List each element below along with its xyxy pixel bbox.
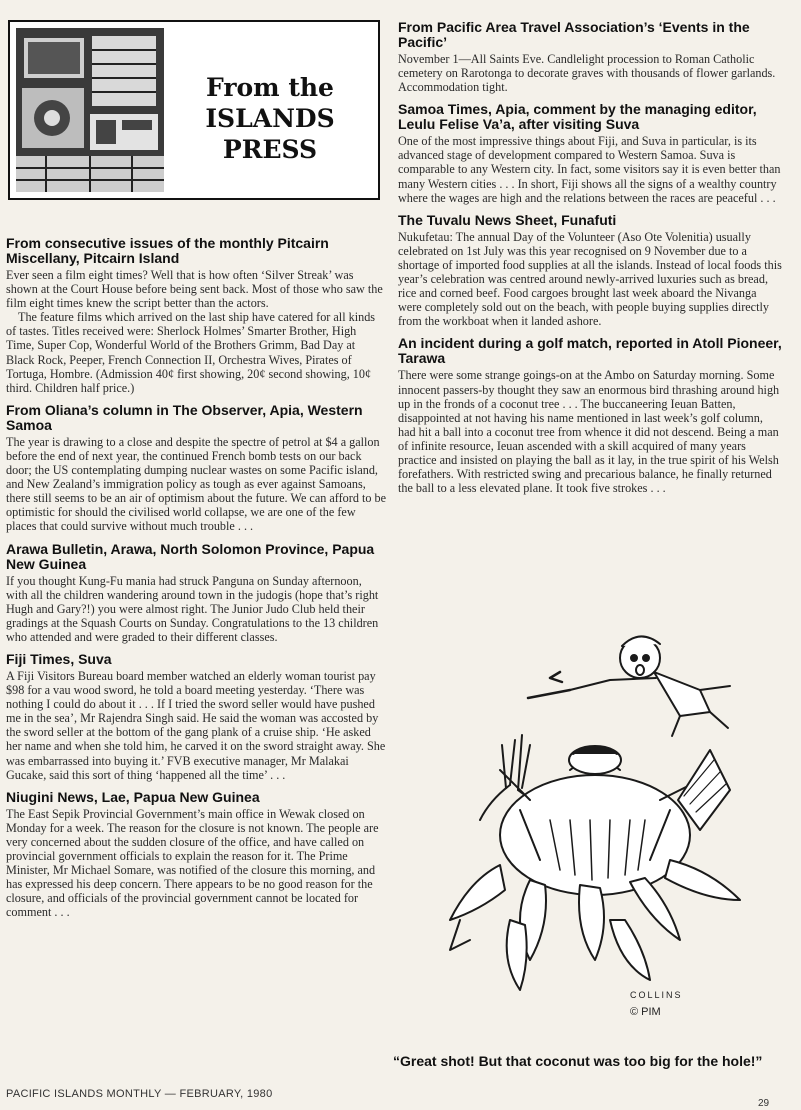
publication-footer: PACIFIC ISLANDS MONTHLY — FEBRUARY, 1980 bbox=[6, 1088, 273, 1100]
article-headline: An incident during a golf match, reported in Atoll Pioneer, Tarawa bbox=[398, 335, 782, 367]
article-headline: From consecutive issues of the monthly Pitcairn Miscellany, Pitcairn Island bbox=[6, 235, 329, 266]
article-observer bbox=[6, 403, 386, 534]
article-paragraph: The East Sepik Provincial Government’s main office in Wewak closed on Monday for a week. The reason for the closure is not known. The people are very concerned about the sudden closure of the office, and have called on provincial government officials to explain the reason for it. The Prime Minister, Mr Michael Somare, was notified of the closure this morning, and has expressed his deep concern. There appears to be no good reason for the closure, and officials of the provincial government cannot be located for comment . . . bbox=[6, 806, 379, 920]
article-body bbox=[6, 574, 386, 644]
left-column bbox=[6, 236, 386, 927]
article-headline: Samoa Times, Apia, comment by the managing editor, Leulu Felise Va’a, after visiting Suva bbox=[398, 101, 757, 133]
article-body bbox=[6, 268, 386, 395]
article-paragraph: The year is drawing to a close and despite the spectre of petrol at $4 a gallon before the end of next year, the continued French bomb tests on our back door; the US contemplating dumping nuclear wastes on some Pacific island, and New Zealand’s immigration policy as tough as ever against Samoans, there still seems to be an air of optimism about the future. We can afford to be optimistic for should the civilised world collapse, we are one of the few places that could survive without much trouble . . . bbox=[6, 434, 386, 534]
masthead-title-line1: From the bbox=[206, 73, 334, 102]
article-tuvalu bbox=[398, 213, 783, 329]
article-body bbox=[398, 230, 783, 329]
article-paragraph: If you thought Kung-Fu mania had struck Panguna on Sunday afternoon, with all the children wandering around town in the judogis (hope that’s right Hugh and Gary?!) you were almost right. The Junior Judo Club held their gradings at the Squash Courts on Sunday. Congratulations to the 13 children who attended and were graded to their different classes. bbox=[6, 573, 379, 644]
article-headline: Niugini News, Lae, Papua New Guinea bbox=[6, 788, 260, 805]
cartoon-illustration bbox=[410, 620, 780, 1050]
article-headline: From Pacific Area Travel Association’s ‘Events in the Pacific’ bbox=[398, 19, 750, 50]
masthead-box bbox=[8, 20, 380, 200]
right-column bbox=[398, 20, 783, 503]
article-body bbox=[6, 669, 386, 782]
article-body bbox=[398, 368, 783, 495]
article-fiji-times bbox=[6, 652, 386, 782]
article-arawa bbox=[6, 542, 386, 644]
article-body bbox=[6, 807, 386, 920]
article-body bbox=[6, 435, 386, 534]
masthead-title-line3: PRESS bbox=[222, 135, 318, 164]
article-paragraph: November 1—All Saints Eve. Candlelight procession to Roman Catholic cemetery on Rarotonga to decorate graves with thousands of flower garlands. Accommodation tight. bbox=[398, 52, 776, 95]
article-niugini bbox=[6, 790, 386, 920]
article-headline: The Tuvalu News Sheet, Funafuti bbox=[398, 211, 617, 228]
masthead-title-line2: ISLANDS bbox=[205, 104, 335, 133]
article-paragraph: Ever seen a film eight times? Well that is how often ‘Silver Streak’ was shown at the Court House before being sent back. Most of those who saw the film eight times knew the script better than the actors. bbox=[6, 268, 383, 311]
article-paragraph: A Fiji Visitors Bureau board member watched an elderly woman tourist pay $98 for a vau wood sword, he told a board meeting yesterday. ‘There was nothing I could do about it . . . If I tried the sword seller would have pushed me in the sea’, Mr Rajendra Singh said. He said the woman was accosted by the sword seller at the bottom of the gang plank of a cruise ship. ‘He asked her name and when she told him, he carved it on the sword straight away. She was embarrassed into buying it.’ FVB executive manager, Mr Malakai Gucake, said this sort of thing ‘happened all the time’ . . . bbox=[6, 668, 386, 782]
article-headline: From Oliana’s column in The Observer, Apia, Western Samoa bbox=[6, 401, 363, 433]
cartoon-caption: “Great shot! But that coconut was too big for the hole!” bbox=[393, 1053, 763, 1069]
article-paragraph: Nukufetau: The annual Day of the Volunteer (Aso Ote Volenitia) usually celebrated on 1st July was this year recognised on 9 November due to a shortage of imported food supplies at all the islands. Instead of local foods this year’s celebration was centred around newly-arrived luxuries such as bread, rice and corned beef. Food cargoes brought last week aboard the Nivanga were completely sold out on the beach, with people buying supplies directly from the workboat when it landed ashore. bbox=[398, 229, 782, 329]
article-headline: Fiji Times, Suva bbox=[6, 650, 112, 667]
article-paragraph: One of the most impressive things about Fiji, and Suva in particular, is its advanced stage of development compared to Western Samoa. Suva is comparable to any Western city. In fact, some visitors say it is even better than many Western cities . . . In short, Fiji shows all the signs of a wealthy country where the wages are high and the relations between the races are peaceful . . . bbox=[398, 134, 781, 205]
article-pitcairn bbox=[6, 236, 386, 395]
cartoon-signature: COLLINS bbox=[630, 990, 683, 1000]
article-pata bbox=[398, 20, 783, 94]
masthead-illustration bbox=[16, 28, 164, 192]
article-golf bbox=[398, 336, 783, 495]
article-paragraph: There were some strange goings-on at the Ambo on Saturday morning. Some innocent passers-by thought they saw an enormous bird thrashing around high up in the fronds of a coconut tree . . . The buccaneering Ieuan Batten, disappointed at not having his name mentioned in last week’s golf column, had hit a ball into a coconut tree from whence it did not descend. Being a man of infinite resource, Ieuan ascended with a skill acquired of many years practice and insisted on playing the ball as it lay, in the true spirit of his Welsh forefathers. With restricted swing and precarious balance, he finally returned the ball to a less elevated plane. It took five strokes . . . bbox=[398, 368, 780, 496]
cartoon-copyright: © PIM bbox=[630, 1006, 661, 1018]
article-body bbox=[398, 52, 783, 94]
article-samoa-times bbox=[398, 102, 783, 204]
page-number: 29 bbox=[758, 1098, 770, 1109]
falling-golfer-figure bbox=[528, 636, 730, 736]
masthead-title bbox=[170, 72, 370, 165]
article-headline: Arawa Bulletin, Arawa, North Solomon Province, Papua New Guinea bbox=[6, 540, 375, 572]
article-body bbox=[398, 134, 783, 204]
article-paragraph: The feature films which arrived on the last ship have catered for all kinds of tastes. Titles received were: Sherlock Holmes’ Smarter Brother, High Time, Super Cop, Wonderful World of the Brothers Grimm, Bad Day at Black Rock, Peeper, French Connection II, Orchestra Wives, Pirates of Tortuga, Hombre. (Admission 40¢ first showing, 20¢ second showing, 10¢ third. Children half price.) bbox=[6, 310, 376, 395]
